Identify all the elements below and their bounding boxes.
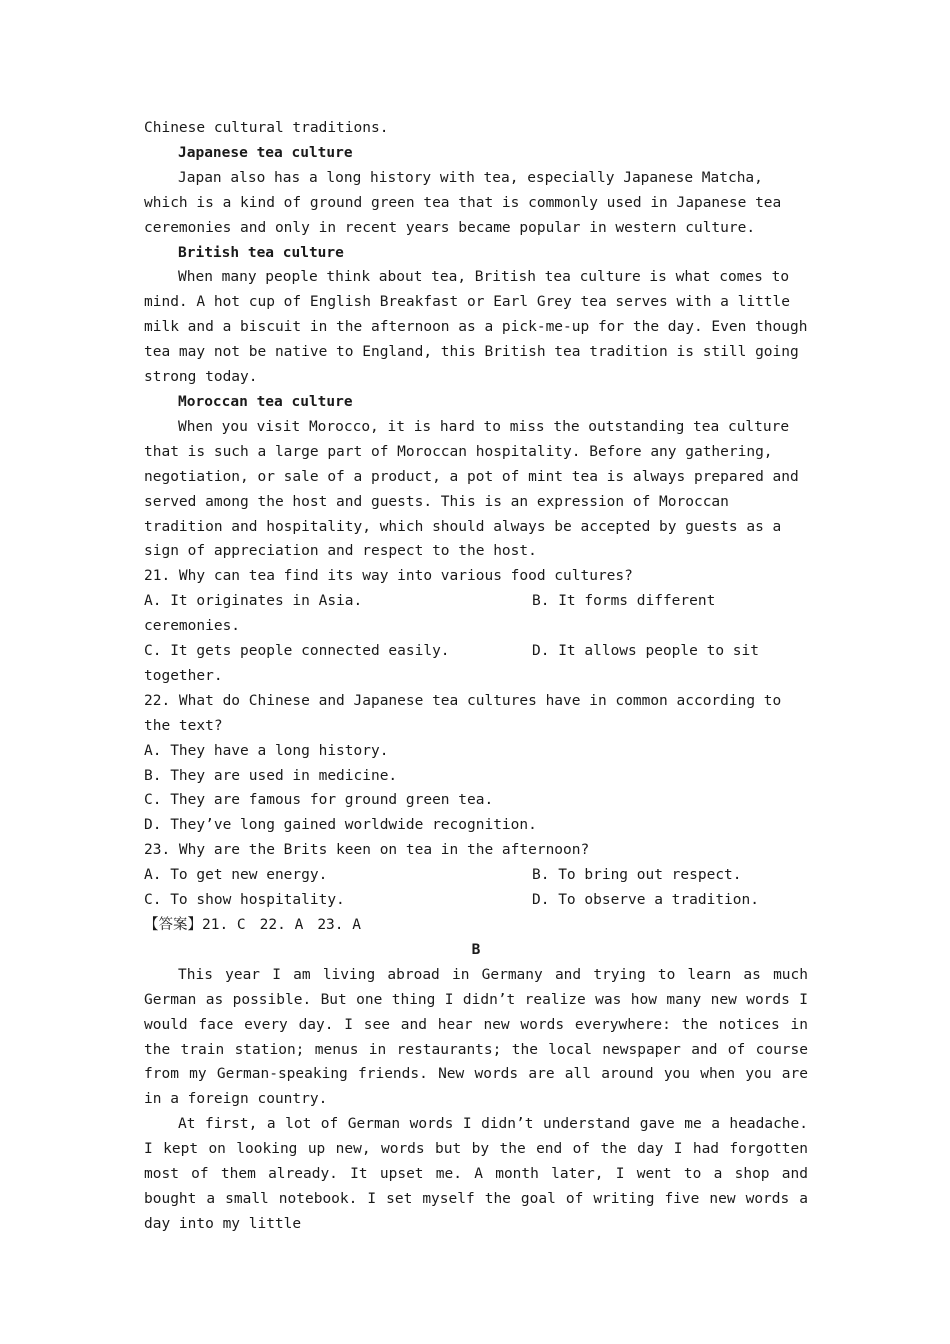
paragraph-moroccan-tea: When you visit Morocco, it is hard to miss the outstanding tea culture that is such a large part of Moroccan hospitality. Before any gathering, negotiation, or sale of a product, a pot of mint tea is always prepared and served among the host and guests. This is an expression of Moroccan tradition and hospitality, which should always be accepted by guests as a sign of appreciation and respect to the host. <box>144 418 799 560</box>
answer-21: 【答案】21. C <box>144 917 246 933</box>
option-c: C. To show hospitality. <box>144 892 345 909</box>
question-stem: 21. Why can tea find its way into various food cultures? <box>144 568 633 585</box>
option-a: A. It originates in Asia. <box>144 593 363 610</box>
heading-moroccan-tea: Moroccan tea culture <box>178 393 353 410</box>
answer-22: 22. A <box>259 917 304 933</box>
passage-b-paragraph-2: At first, a lot of German words I didn’t understand gave me a headache. I kept on looking up new, words but by the end of the day I had forgotten most of them already. It upset me. A month later, I went to a shop and bought a small notebook. I set myself the goal of writing five new words a day into my little <box>144 1116 808 1232</box>
option-b: B. They are used in medicine. <box>144 767 398 784</box>
question-21 <box>144 564 808 689</box>
question-22 <box>144 689 808 838</box>
option-d: D. It allows people to sit <box>532 643 759 660</box>
option-d-wrap: together. <box>144 667 223 684</box>
passage-b-paragraph-1: This year I am living abroad in Germany and trying to learn as much German as possible. But one thing I didn’t realize was how many new words I would face every day. I see and hear new words everywhere: the notices in the train station; menus in restaurants; the local newspaper and of course from my German-speaking friends. New words are all around you when you are in a foreign country. <box>144 966 808 1108</box>
answer-key <box>144 913 808 938</box>
question-stem: 23. Why are the Brits keen on tea in the afternoon? <box>144 842 590 859</box>
question-stem: 22. What do Chinese and Japanese tea cultures have in common according to the text? <box>144 692 782 734</box>
option-b-wrap: ceremonies. <box>144 618 241 635</box>
option-c: C. They are famous for ground green tea. <box>144 792 494 809</box>
option-b: B. It forms different <box>532 593 716 610</box>
passage-b-title: B <box>471 941 481 958</box>
question-23 <box>144 838 808 913</box>
option-b: B. To bring out respect. <box>532 867 742 884</box>
option-d: D. They’ve long gained worldwide recognition. <box>144 817 537 834</box>
heading-japanese-tea: Japanese tea culture <box>178 144 353 161</box>
option-a: A. They have a long history. <box>144 742 389 759</box>
paragraph-british-tea: When many people think about tea, British tea culture is what comes to mind. A hot cup of English Breakfast or Earl Grey tea serves with a little milk and a biscuit in the afternoon as a pick-me-up for the day. Even though tea may not be native to England, this British tea tradition is still going strong today. <box>144 269 808 386</box>
passage-a-intro-tail: Chinese cultural traditions. <box>144 120 389 136</box>
answer-23: 23. A <box>317 917 361 933</box>
document-page <box>144 116 808 1237</box>
option-a: A. To get new energy. <box>144 867 328 884</box>
option-c: C. It gets people connected easily. <box>144 643 450 660</box>
option-d: D. To observe a tradition. <box>532 892 759 909</box>
heading-british-tea: British tea culture <box>178 244 344 261</box>
paragraph-japanese-tea: Japan also has a long history with tea, especially Japanese Matcha, which is a kind of ground green tea that is commonly used in Japanese tea ceremonies and only in recent years became popular in western culture. <box>144 169 782 236</box>
